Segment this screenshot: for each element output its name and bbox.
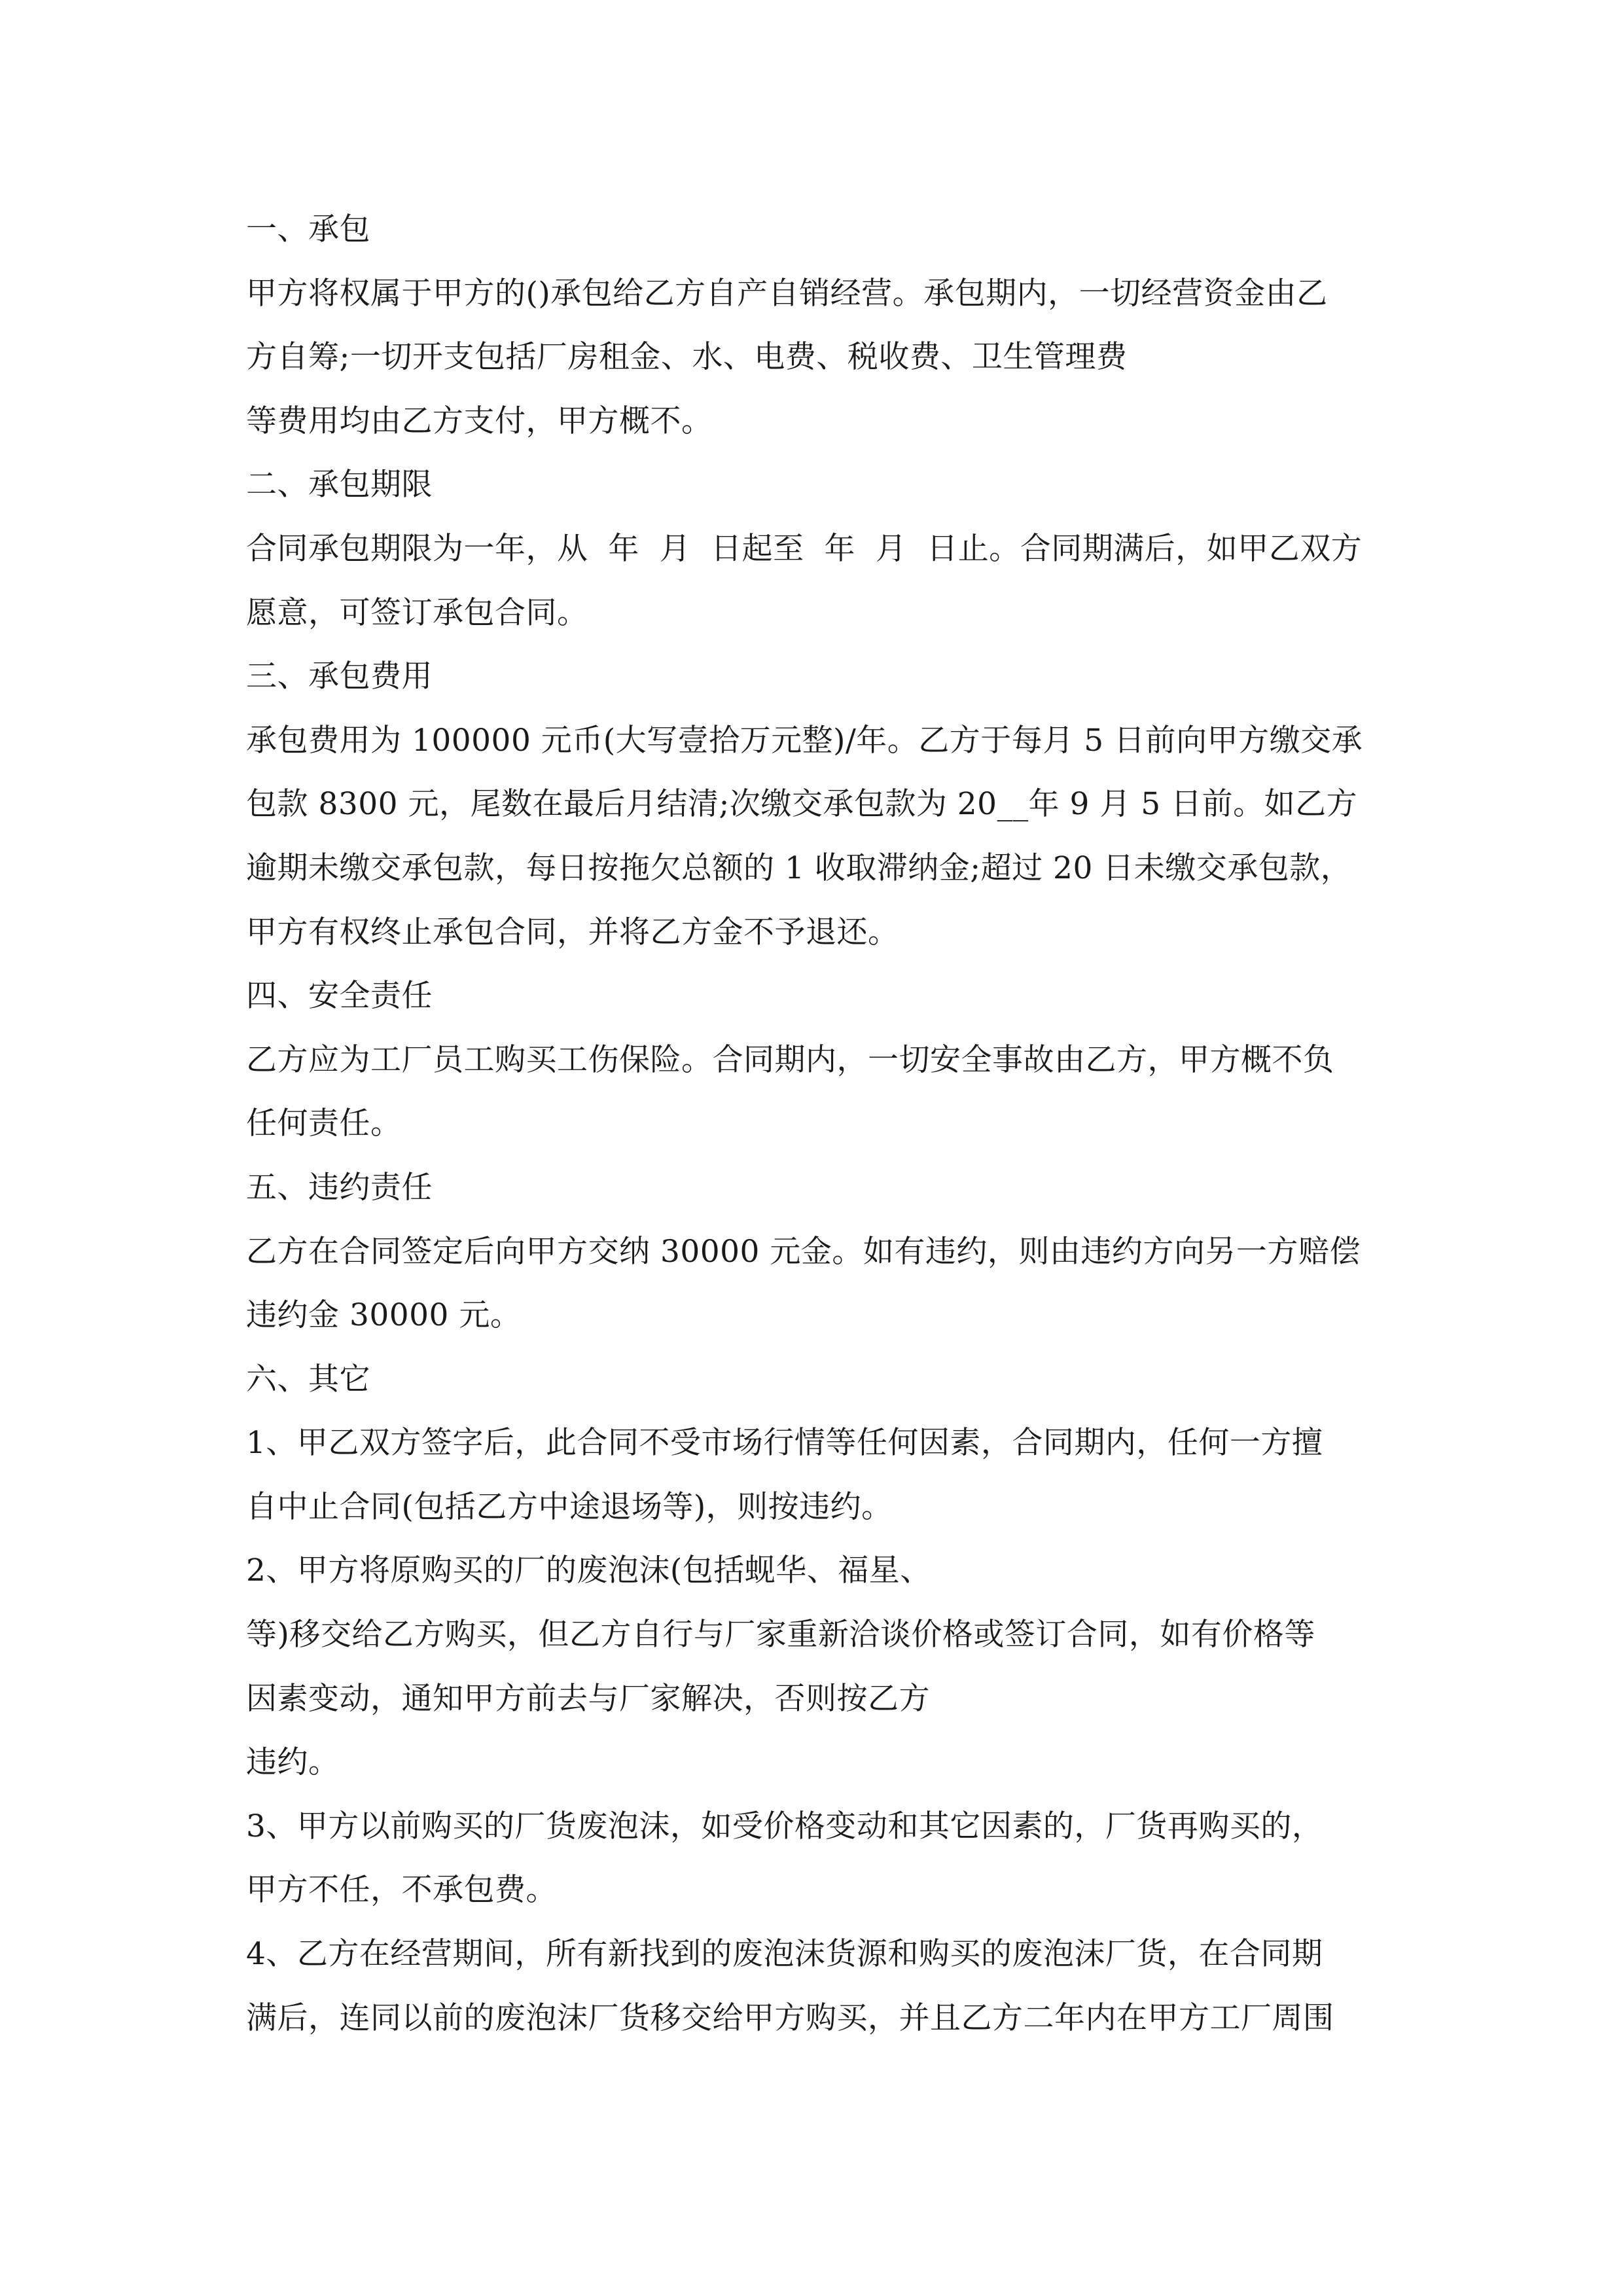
paragraph-line: 1、甲乙双方签字后，此合同不受市场行情等任何因素，合同期内，任何一方擅	[246, 1425, 1323, 1462]
heading-contracting: 一、承包	[246, 211, 370, 247]
paragraph-line: 4、乙方在经营期间，所有新找到的废泡沫货源和购买的废泡沫厂货，在合同期	[246, 1936, 1323, 1973]
paragraph-line: 乙方应为工厂员工购买工伤保险。合同期内，一切安全事故由乙方，甲方概不负	[246, 1041, 1334, 1078]
paragraph-line: 甲方有权终止承包合同，并将乙方金不予退还。	[246, 914, 899, 950]
paragraph-line: 愿意，可签订承包合同。	[246, 594, 588, 631]
heading-contract-fees: 三、承包费用	[246, 658, 433, 695]
paragraph-line: 违约金 30000 元。	[246, 1297, 522, 1334]
paragraph-line: 2、甲方将原购买的厂的废泡沫(包括蚬华、福星、	[246, 1552, 931, 1589]
paragraph-line: 任何责任。	[246, 1105, 402, 1142]
paragraph-line: 合同承包期限为一年，从 年 月 日起至 年 月 日止。合同期满后，如甲乙双方	[246, 530, 1363, 567]
heading-contract-term: 二、承包期限	[246, 467, 433, 503]
paragraph-line: 等费用均由乙方支付，甲方概不。	[246, 403, 713, 439]
paragraph-line: 满后，连同以前的废泡沫厂货移交给甲方购买，并且乙方二年内在甲方工厂周围	[246, 2000, 1334, 2036]
paragraph-line: 承包费用为 100000 元币(大写壹拾万元整)/年。乙方于每月 5 日前向甲方缴交承	[246, 722, 1363, 759]
paragraph-line: 自中止合同(包括乙方中途退场等)，则按违约。	[246, 1488, 893, 1525]
paragraph-line: 包款 8300 元，尾数在最后月结清;次缴交承包款为 20__年 9 月 5 日前。如乙方	[246, 786, 1358, 823]
heading-safety-responsibility: 四、安全责任	[246, 978, 433, 1014]
contract-body	[246, 198, 1398, 2050]
paragraph-line: 方自筹;一切开支包括厂房租金、水、电费、税收费、卫生管理费	[246, 339, 1128, 376]
heading-other: 六、其它	[246, 1361, 370, 1397]
paragraph-line: 因素变动，通知甲方前去与厂家解决，否则按乙方	[246, 1680, 930, 1717]
paragraph-line: 甲方将权属于甲方的()承包给乙方自产自销经营。承包期内，一切经营资金由乙	[246, 275, 1328, 312]
heading-breach-liability: 五、违约责任	[246, 1169, 433, 1206]
paragraph-line: 乙方在合同签定后向甲方交纳 30000 元金。如有违约，则由违约方向另一方赔偿	[246, 1233, 1361, 1270]
paragraph-line: 3、甲方以前购买的厂货废泡沫，如受价格变动和其它因素的，厂货再购买的，	[246, 1808, 1323, 1844]
paragraph-line: 逾期未缴交承包款，每日按拖欠总额的 1 收取滞纳金;超过 20 日未缴交承包款，	[246, 850, 1352, 886]
paragraph-line: 违约。	[246, 1744, 340, 1781]
paragraph-line: 甲方不任，不承包费。	[246, 1872, 557, 1909]
paragraph-line: 等)移交给乙方购买，但乙方自行与厂家重新洽谈价格或签订合同，如有价格等	[246, 1617, 1315, 1653]
